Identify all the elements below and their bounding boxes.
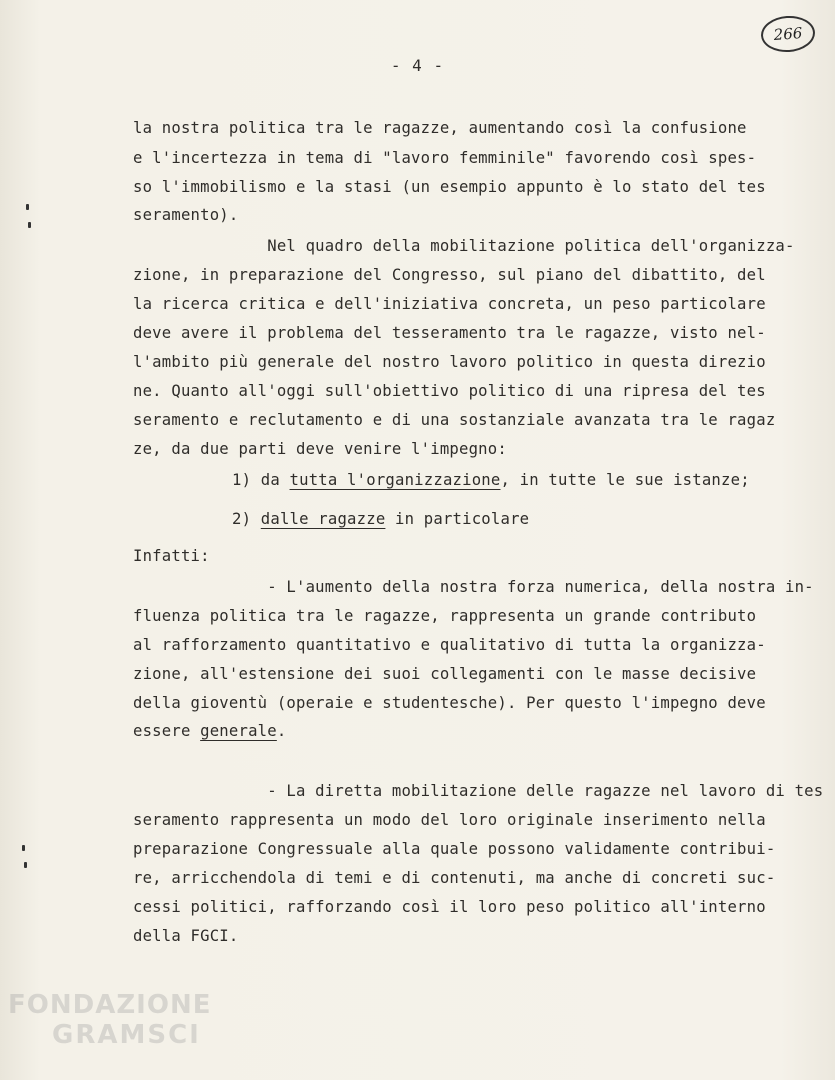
page-number: - 4 - [390,56,445,75]
text-line: seramento rappresenta un modo del loro originale inserimento nella [133,811,766,829]
punch-mark [24,862,27,868]
text-line: re, arricchendola di temi e di contenuti, ma anche di concreti suc- [133,869,776,887]
text-line: seramento). [133,206,239,224]
text-line: so l'immobilismo e la stasi (un esempio appunto è lo stato del tes [133,178,766,196]
list-item-2: 2) dalle ragazze in particolare [232,510,530,528]
text-line: la ricerca critica e dell'iniziativa concreta, un peso particolare [133,295,766,313]
text-line: - L'aumento della nostra forza numerica, della nostra in- [133,578,814,596]
watermark-logo: FONDAZIONE GRAMSCI [8,990,212,1050]
text-line: cessi politici, rafforzando così il loro peso politico all'interno [133,898,766,916]
punch-mark [28,222,31,228]
text-line: la nostra politica tra le ragazze, aumentando così la confusione [133,119,747,137]
text-line: l'ambito più generale del nostro lavoro politico in questa direzio [133,353,766,371]
list-item-1: 1) da tutta l'organizzazione, in tutte le sue istanze; [232,471,750,489]
archive-number-stamp: 266 [760,14,816,54]
text-line: preparazione Congressuale alla quale possono validamente contribui- [133,840,776,858]
text-line: e l'incertezza in tema di "lavoro femminile" favorendo così spes- [133,149,757,167]
section-label: Infatti: [133,547,210,565]
text-line: fluenza politica tra le ragazze, rappresenta un grande contributo [133,607,757,625]
text-line: essere generale. [133,722,287,740]
punch-mark [26,204,29,210]
text-line: al rafforzamento quantitativo e qualitativo di tutta la organizza- [133,636,766,654]
text-line: - La diretta mobilitazione delle ragazze nel lavoro di tes [133,782,824,800]
text-line: ne. Quanto all'oggi sull'obiettivo politico di una ripresa del tes [133,382,766,400]
punch-mark [22,845,25,851]
text-line: della gioventù (operaie e studentesche). Per questo l'impegno deve [133,694,766,712]
text-line: zione, all'estensione dei suoi collegamenti con le masse decisive [133,665,757,683]
text-line: seramento e reclutamento e di una sostanziale avanzata tra le ragaz [133,411,776,429]
text-line: ze, da due parti deve venire l'impegno: [133,440,507,458]
text-line: deve avere il problema del tesseramento tra le ragazze, visto nel- [133,324,766,342]
text-line: Nel quadro della mobilitazione politica dell'organizza- [133,237,795,255]
text-line: della FGCI. [133,927,239,945]
text-line: zione, in preparazione del Congresso, sul piano del dibattito, del [133,266,766,284]
